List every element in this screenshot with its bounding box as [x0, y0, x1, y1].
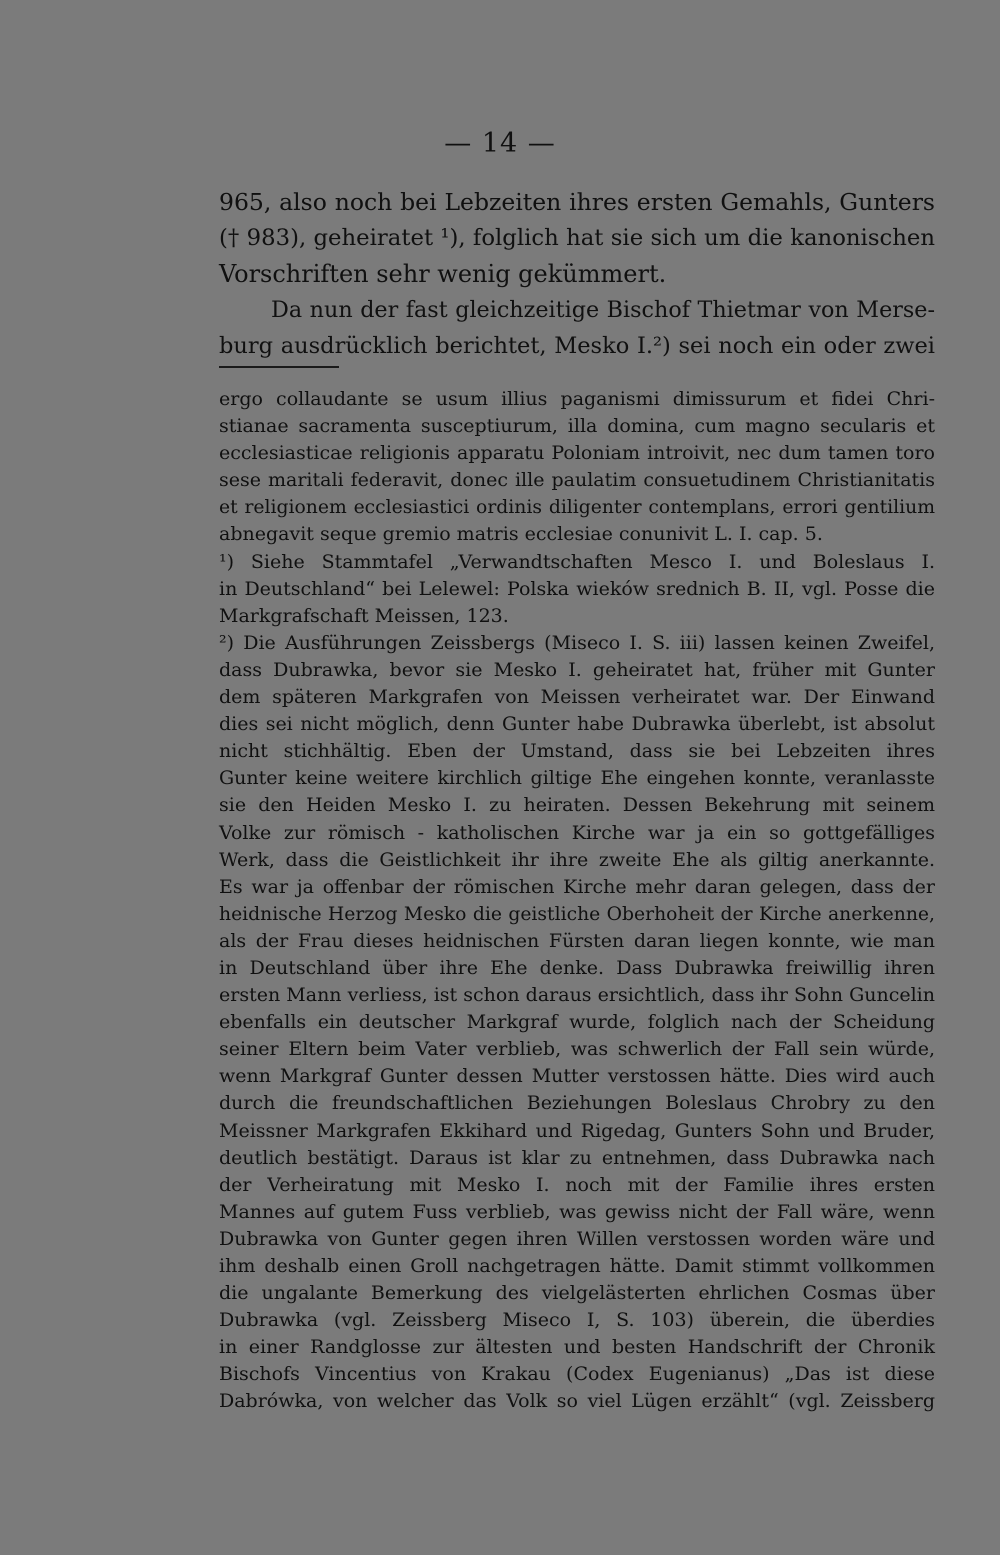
footnote-line: heidnische Herzog Mesko die geistliche Oberhoheit der Kirche anerkenne,	[219, 903, 935, 925]
footnote-line: Dubrawka von Gunter gegen ihren Willen verstossen worden wäre und	[219, 1227, 935, 1250]
text-line: Da nun der fast gleichzeitige Bischof Thietmar von Merse-	[271, 297, 935, 323]
footnote-line: sie den Heiden Mesko I. zu heiraten. Dessen Bekehrung mit seinem	[219, 794, 935, 817]
footnote-line: durch die freundschaftlichen Beziehungen Boleslaus Chrobry zu den	[219, 1092, 935, 1115]
footnote-line: Mannes auf gutem Fuss verblieb, was gewiss nicht der Fall wäre, wenn	[219, 1200, 935, 1223]
page-number: — 14 —	[444, 128, 556, 159]
footnote-line: et religionem ecclesiastici ordinis diligenter contemplans, errori gentilium	[219, 497, 935, 519]
text-line: Vorschriften sehr wenig gekümmert.	[219, 260, 667, 288]
footnote-line: der Verheiratung mit Mesko I. noch mit der Familie ihres ersten	[219, 1173, 935, 1196]
footnote-line: ihm deshalb einen Groll nachgetragen hätte. Damit stimmt vollkommen	[219, 1255, 935, 1277]
footnote-line: in einer Randglosse zur ältesten und besten Handschrift der Chronik	[219, 1336, 935, 1359]
footnote-line: stianae sacramenta susceptiurum, illa domina, cum magno secularis et	[219, 415, 935, 438]
footnote-line: Werk, dass die Geistlichkeit ihr ihre zweite Ehe als giltig anerkannte.	[219, 848, 935, 871]
footnote-separator	[219, 366, 339, 368]
footnote-line: Dabrówka, von welcher das Volk so viel Lügen erzählt“ (vgl. Zeissberg	[219, 1390, 935, 1413]
main-text	[219, 184, 935, 364]
footnote-line: Es war ja offenbar der römischen Kirche mehr daran gelegen, dass der	[219, 875, 935, 898]
footnote-line: ecclesiasticae religionis apparatu Poloniam introivit, nec dum tamen toro	[219, 442, 935, 465]
footnote-line: Gunter keine weitere kirchlich giltige Ehe eingehen konnte, veranlasste	[219, 767, 935, 790]
footnote-line: ¹) Siehe Stammtafel „Verwandtschaften Mesco I. und Boleslaus I.	[219, 550, 935, 573]
footnote-line: wenn Markgraf Gunter dessen Mutter verstossen hätte. Dies wird auch	[219, 1065, 935, 1088]
footnote-line: als der Frau dieses heidnischen Fürsten daran liegen konnte, wie man	[219, 929, 935, 952]
footnote-line: ²) Die Ausführungen Zeissbergs (Miseco I. S. iii) lassen keinen Zweifel,	[219, 631, 935, 654]
footnotes	[219, 386, 935, 1416]
footnote-line: dies sei nicht möglich, denn Gunter habe Dubrawka überlebt, ist absolut	[219, 713, 935, 736]
footnote-line: die ungalante Bemerkung des vielgelästerten ehrlichen Cosmas über	[219, 1282, 935, 1305]
footnote-line: sese maritali federavit, donec ille paulatim consuetudinem Christianitatis	[219, 469, 935, 492]
footnote-line: dass Dubrawka, bevor sie Mesko I. geheiratet hat, früher mit Gunter	[219, 658, 935, 681]
footnote-line: ebenfalls ein deutscher Markgraf wurde, folglich nach der Scheidung	[219, 1011, 935, 1034]
footnote-line: seiner Eltern beim Vater verblieb, was schwerlich der Fall sein würde,	[219, 1038, 935, 1061]
footnote-line: abnegavit seque gremio matris ecclesiae conunivit L. I. cap. 5.	[219, 523, 823, 546]
footnote-line: Meissner Markgrafen Ekkihard und Rigedag, Gunters Sohn und Bruder,	[219, 1119, 935, 1142]
text-line: burg ausdrücklich berichtet, Mesko I.²) sei noch ein oder zwei	[219, 333, 935, 359]
text-line: († 983), geheiratet ¹), folglich hat sie sich um die kanonischen	[219, 225, 935, 251]
footnote-line: Volke zur römisch - katholischen Kirche war ja ein so gottgefälliges	[219, 821, 935, 844]
footnote-line: deutlich bestätigt. Daraus ist klar zu entnehmen, dass Dubrawka nach	[219, 1146, 935, 1169]
footnote-line: ergo collaudante se usum illius paganismi dimissurum et fidei Chri-	[219, 388, 935, 410]
footnote-line: Dubrawka (vgl. Zeissberg Miseco I, S. 103) überein, die überdies	[219, 1309, 935, 1332]
footnote-line: dem späteren Markgrafen von Meissen verheiratet war. Der Einwand	[219, 686, 935, 709]
footnote-line: in Deutschland“ bei Lelewel: Polska wieków srednich B. II, vgl. Posse die	[219, 577, 935, 600]
footnote-line: nicht stichhältig. Eben der Umstand, dass sie bei Lebzeiten ihres	[219, 740, 935, 763]
footnote-line: Bischofs Vincentius von Krakau (Codex Eugenianus) „Das ist diese	[219, 1363, 935, 1386]
footnote-line: in Deutschland über ihre Ehe denke. Dass Dubrawka freiwillig ihren	[219, 956, 935, 979]
text-line: 965, also noch bei Lebzeiten ihres ersten Gemahls, Gunters	[219, 188, 935, 216]
footnote-line: Markgrafschaft Meissen, 123.	[219, 604, 509, 627]
footnote-line: ersten Mann verliess, ist schon daraus ersichtlich, dass ihr Sohn Guncelin	[219, 984, 935, 1007]
